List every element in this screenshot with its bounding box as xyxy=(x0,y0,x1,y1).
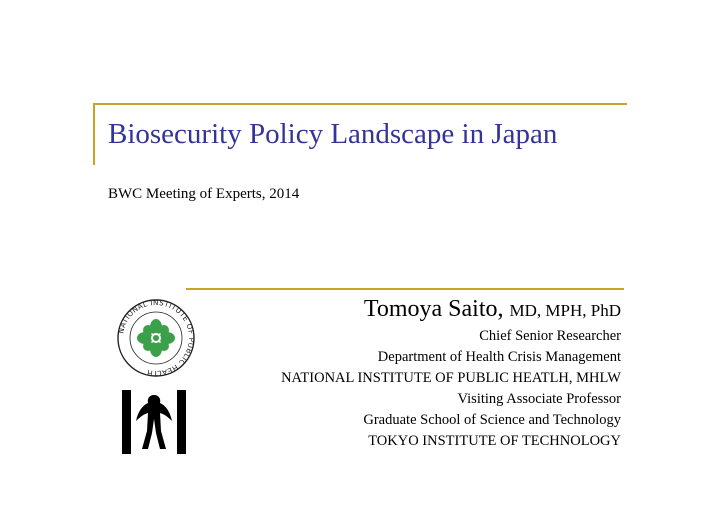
affiliation-line: Chief Senior Researcher xyxy=(479,328,621,344)
svg-text:NATIONAL INSTITUTE OF PUBLIC H: NATIONAL INSTITUTE OF PUBLIC HEALTH xyxy=(116,298,196,378)
affiliation-line: Department of Health Crisis Management xyxy=(377,349,621,365)
author-name: Tomoya Saito, xyxy=(363,296,504,322)
affiliation-line: TOKYO INSTITUTE OF TECHNOLOGY xyxy=(368,433,621,449)
affiliation-line: Graduate School of Science and Technology xyxy=(363,412,621,428)
title-rule-top xyxy=(93,103,627,105)
title-rule-left xyxy=(93,103,95,165)
author-rule xyxy=(186,288,624,290)
affiliation-line: NATIONAL INSTITUTE OF PUBLIC HEATLH, MHLW xyxy=(281,370,621,386)
affiliation-line: Visiting Associate Professor xyxy=(457,391,621,407)
author-name-line xyxy=(281,294,621,326)
author-degrees: MD, MPH, PhD xyxy=(509,301,621,320)
slide-title: Biosecurity Policy Landscape in Japan xyxy=(108,118,558,150)
titech-logo-icon xyxy=(121,389,187,455)
niph-seal-icon xyxy=(116,298,196,378)
author-block xyxy=(281,294,621,452)
slide-subtitle: BWC Meeting of Experts, 2014 xyxy=(108,186,300,202)
